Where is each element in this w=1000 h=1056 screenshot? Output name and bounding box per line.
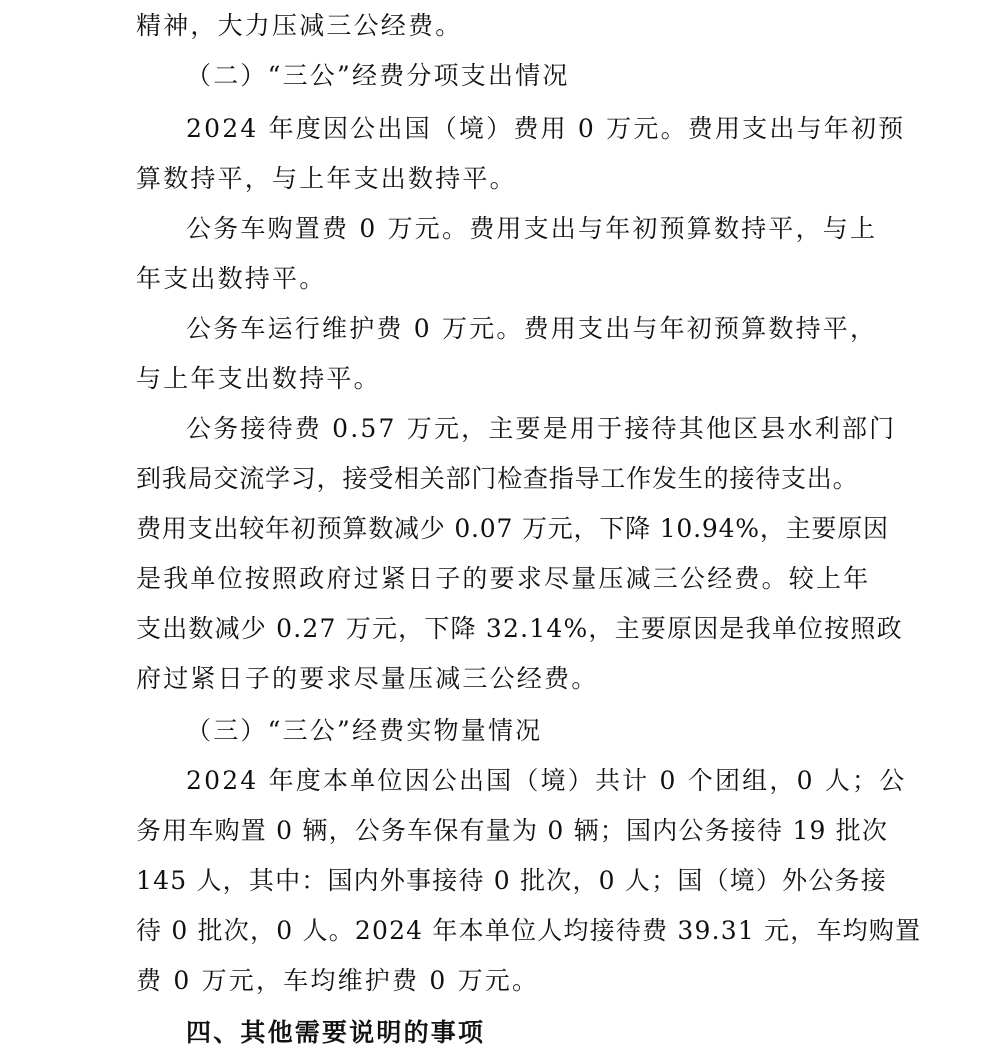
paragraph-line: 2024 年度本单位因公出国（境）共计 0 个团组，0 人；公 xyxy=(186,766,907,795)
paragraph-line: 务用车购置 0 辆，公务车保有量为 0 辆；国内公务接待 19 批次 xyxy=(136,816,889,845)
paragraph-line: 与上年支出数持平。 xyxy=(136,364,381,393)
paragraph-line: 2024 年度因公出国（境）费用 0 万元。费用支出与年初预 xyxy=(186,114,906,143)
paragraph-line: 支出数减少 0.27 万元，下降 32.14%，主要原因是我单位按照政 xyxy=(136,614,903,643)
paragraph-line: 府过紧日子的要求尽量压减三公经费。 xyxy=(136,664,599,693)
paragraph-line: 精神，大力压减三公经费。 xyxy=(136,11,463,40)
paragraph-line: 是我单位按照政府过紧日子的要求尽量压减三公经费。较上年 xyxy=(136,564,871,593)
paragraph-line: 公务车运行维护费 0 万元。费用支出与年初预算数持平， xyxy=(186,314,878,343)
paragraph-line: 费用支出较年初预算数减少 0.07 万元，下降 10.94%，主要原因 xyxy=(136,514,889,543)
paragraph-line: 年支出数持平。 xyxy=(136,264,327,293)
paragraph-line: 公务接待费 0.57 万元，主要是用于接待其他区县水利部门 xyxy=(186,414,897,443)
section-heading-other-matters: 四、其他需要说明的事项 xyxy=(186,1018,486,1047)
section-heading-item-breakdown: （二）“三公”经费分项支出情况 xyxy=(186,61,570,90)
paragraph-line: 公务车购置费 0 万元。费用支出与年初预算数持平，与上 xyxy=(186,214,878,243)
section-heading-physical-quantity: （三）“三公”经费实物量情况 xyxy=(186,716,543,745)
paragraph-line: 算数持平，与上年支出数持平。 xyxy=(136,164,517,193)
paragraph-line: 145 人，其中：国内外事接待 0 批次，0 人；国（境）外公务接 xyxy=(136,866,887,895)
paragraph-line: 费 0 万元，车均维护费 0 万元。 xyxy=(136,966,540,995)
paragraph-line: 到我局交流学习，接受相关部门检查指导工作发生的接待支出。 xyxy=(136,464,859,493)
paragraph-line: 待 0 批次，0 人。2024 年本单位人均接待费 39.31 元，车均购置 xyxy=(136,916,922,945)
